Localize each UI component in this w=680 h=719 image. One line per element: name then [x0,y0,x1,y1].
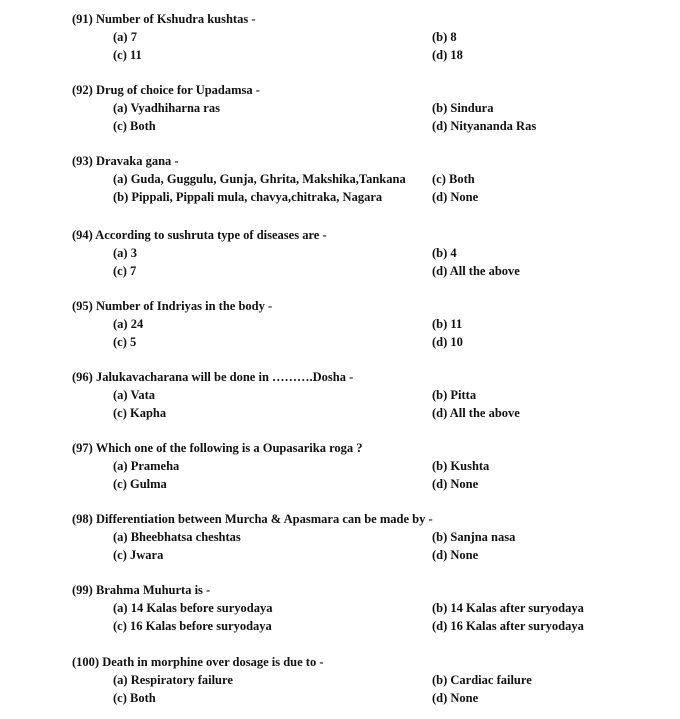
option-a: (a) 14 Kalas before suryodaya [113,601,273,615]
option-d: (d) None [432,691,479,705]
option-b: (b) 8 [432,30,457,44]
option-b: (b) Cardiac failure [432,673,532,687]
option-c: (c) Both [113,691,156,705]
option-b: (b) 11 [432,317,463,331]
question-text: (98) Differentiation between Murcha & Apasmara can be made by - [72,512,433,526]
option-a: (a) 7 [113,30,137,44]
option-d: (d) 18 [432,48,463,62]
option-a: (a) 24 [113,317,144,331]
option-c: (c) 7 [113,264,137,278]
option-a: (a) Prameha [113,459,180,473]
option-a: (a) Vata [113,388,156,402]
question-text: (97) Which one of the following is a Oupasarika roga ? [72,441,363,455]
option-c: (c) Kapha [113,406,167,420]
option-d: (d) 16 Kalas after suryodaya [432,619,584,633]
question-text: (96) Jalukavacharana will be done in ……….Dosha - [72,370,354,384]
option-c: (c) Both [432,172,475,186]
option-c: (c) 5 [113,335,137,349]
option-d: (d) Nityananda Ras [432,119,537,133]
option-c: (c) 11 [113,48,142,62]
option-a: (a) Guda, Guggulu, Gunja, Ghrita, Makshika,Tankana [113,172,406,186]
question-text: (94) According to sushruta type of diseases are - [72,228,327,242]
option-a: (a) Respiratory failure [113,673,233,687]
option-a: (a) Bheebhatsa cheshtas [113,530,241,544]
option-c: (c) 16 Kalas before suryodaya [113,619,272,633]
option-d: (d) None [432,190,479,204]
question-text: (100) Death in morphine over dosage is due to - [72,655,324,669]
option-a: (a) Vyadhiharna ras [113,101,220,115]
option-b: (b) Sanjna nasa [432,530,516,544]
option-b: (b) 14 Kalas after suryodaya [432,601,584,615]
option-d: (d) All the above [432,264,520,278]
option-b: (b) 4 [432,246,457,260]
option-b: (b) Pitta [432,388,477,402]
option-a: (a) 3 [113,246,137,260]
option-d: (d) None [432,477,479,491]
question-text: (91) Number of Kshudra kushtas - [72,12,256,26]
option-b: (b) Pippali, Pippali mula, chavya,chitraka, Nagara [113,190,383,204]
option-b: (b) Sindura [432,101,494,115]
option-c: (c) Jwara [113,548,164,562]
question-text: (99) Brahma Muhurta is - [72,583,211,597]
question-text: (93) Dravaka gana - [72,154,179,168]
option-d: (d) All the above [432,406,520,420]
question-text: (95) Number of Indriyas in the body - [72,299,273,313]
option-c: (c) Both [113,119,156,133]
option-b: (b) Kushta [432,459,490,473]
option-d: (d) None [432,548,479,562]
question-text: (92) Drug of choice for Upadamsa - [72,83,260,97]
option-c: (c) Gulma [113,477,167,491]
option-d: (d) 10 [432,335,463,349]
